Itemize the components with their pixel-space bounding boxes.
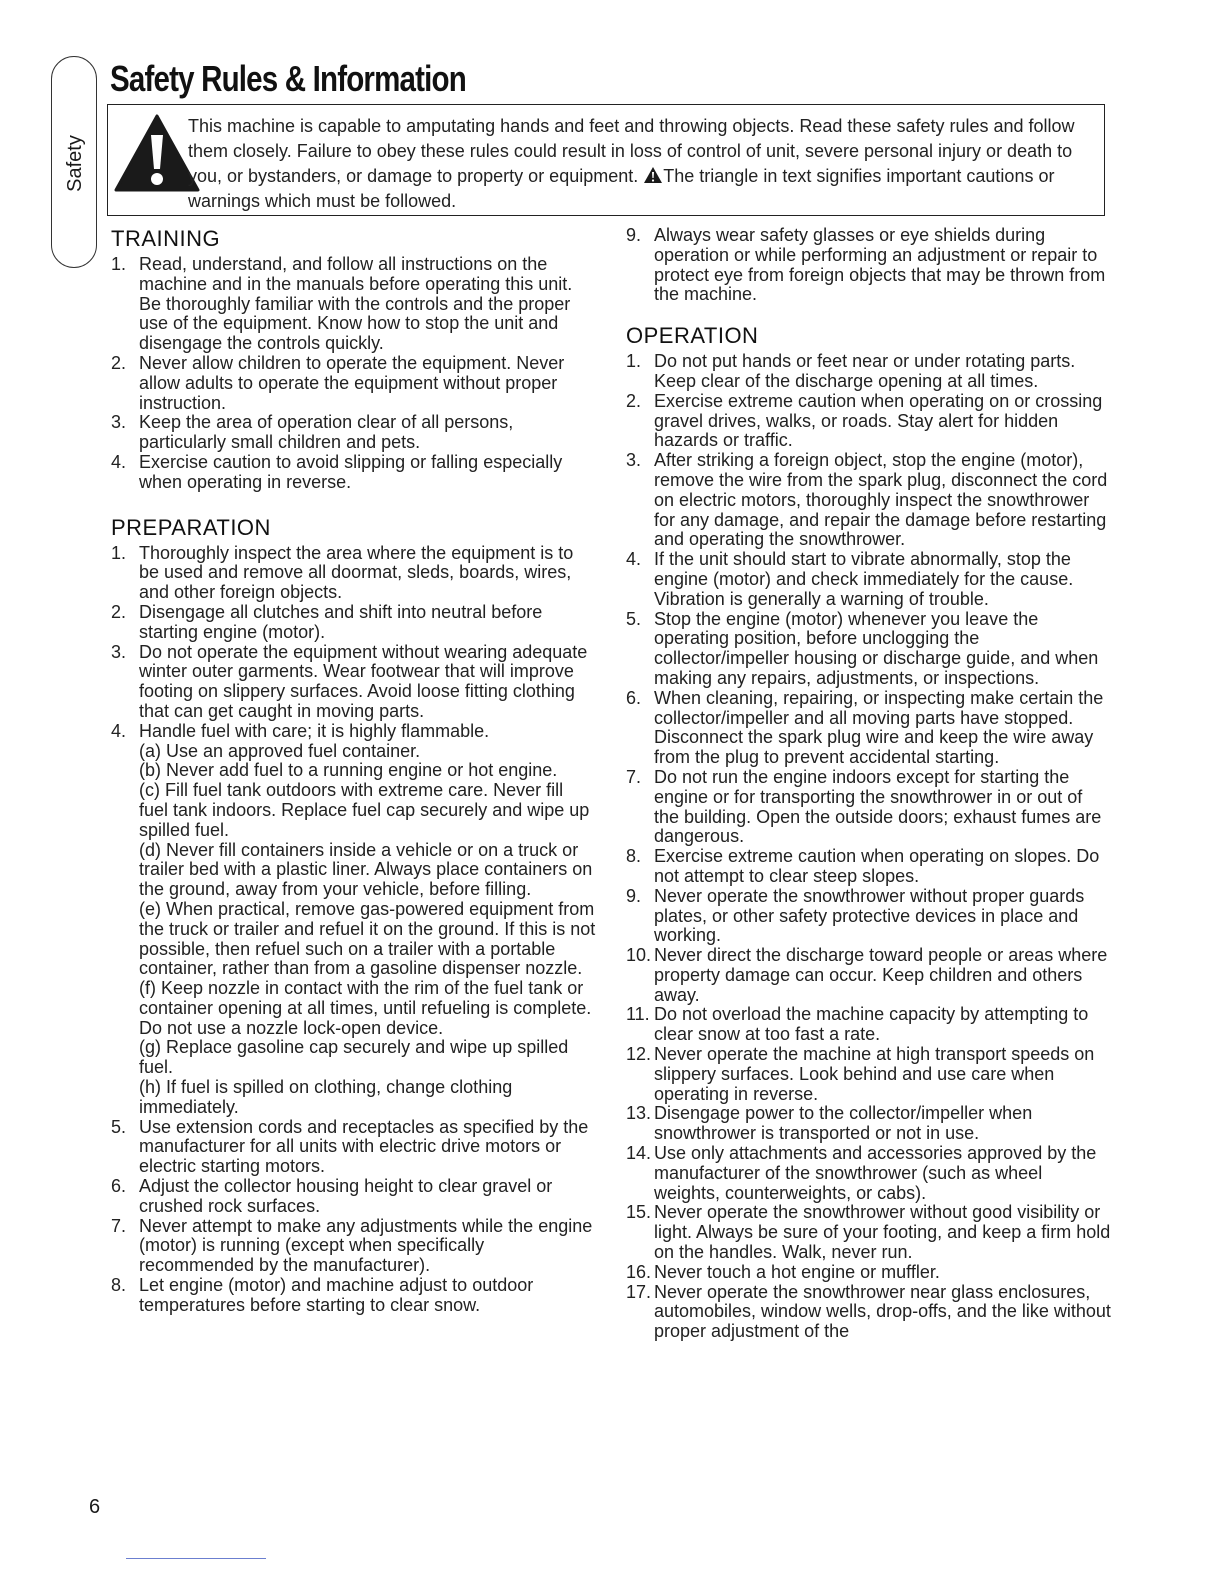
list-item: 13. Disengage power to the collector/impeller when snowthrower is transported or not in use. (626, 1103, 1033, 1144)
list-item: 15. Never operate the snowthrower without good visibility or light. Always be sure of your footing, and keep a firm hold on the handles. Walk, never run. (626, 1202, 1111, 1263)
list-item: 2. Disengage all clutches and shift into neutral before starting engine (motor). (111, 601, 543, 642)
list-item: 9. Always wear safety glasses or eye shields during operation or while performing an adjustment or repair to protect eye from foreign objects that may be thrown from the machine. (626, 225, 1106, 305)
warning-text-main: This machine is capable to amputating hands and feet and throwing objects. Read these safety rules and follow them closely. Failure to obey these rules could result in loss of control of unit, severe personal injury or death to you, or bystanders, or damage to property or equipment. (188, 116, 1075, 186)
list-item: 6. Adjust the collector housing height to clear gravel or crushed rock surfaces. (111, 1176, 553, 1216)
list-item: 4. Exercise caution to avoid slipping or falling especially when operating in reverse. (111, 451, 563, 492)
list-item: 2. Never allow children to operate the equipment. Never allow adults to operate the equipment without proper instruction. (111, 352, 565, 413)
list-item: 3. Keep the area of operation clear of all persons, particularly small children and pets. (111, 412, 514, 453)
sub-item: (e) When practical, remove gas-powered equipment from the truck or trailer and refuel it on the ground. If this is not possible, then refuel such on a trailer with a portable container, rather than from a gasoline dispenser nozzle. (139, 898, 596, 979)
sub-item: (h) If fuel is spilled on clothing, change clothing immediately. (139, 1077, 513, 1117)
preparation-heading: PREPARATION (111, 514, 271, 540)
training-list (111, 255, 596, 493)
preparation-list (111, 544, 596, 1316)
training-list-continued (626, 226, 1111, 305)
list-item: 1. Do not put hands or feet near or under rotating parts. Keep clear of the discharge opening at all times. (626, 351, 1076, 391)
inline-warning-triangle-icon (643, 166, 663, 184)
list-item: 9. Never operate the snowthrower without proper guards plates, or other safety protective devices in place and working. (626, 885, 1085, 946)
warning-text (188, 114, 1093, 214)
list-item: 11. Do not overload the machine capacity by attempting to clear snow at too fast a rate. (626, 1004, 1089, 1045)
list-item: 3. Do not operate the equipment without wearing adequate winter outer garments. Wear footwear that will improve footing on slippery surfaces. Avoid loose fitting clothing that can get caught in moving parts. (111, 641, 588, 721)
list-item: 12. Never operate the machine at high transport speeds on slippery surfaces. Look behind and use care when operating in reverse. (626, 1044, 1095, 1104)
footer-rule (126, 1558, 266, 1559)
page-number: 6 (89, 1496, 101, 1518)
list-item: 10. Never direct the discharge toward people or areas where property damage can occur. Keep children and others away. (626, 945, 1108, 1005)
sub-item: (f) Keep nozzle in contact with the rim of the fuel tank or container opening at all times, until refueling is complete. Do not use a nozzle lock-open device. (139, 978, 592, 1038)
list-item: 14. Use only attachments and accessories approved by the manufacturer of the snowthrower (such as wheel weights, counterweights, or cabs). (626, 1143, 1097, 1203)
list-item: 7. Do not run the engine indoors except for starting the engine or for transporting the snowthrower in or out of the building. Open the outside doors; exhaust fumes are dangerous. (626, 766, 1102, 847)
list-item: 16. Never touch a hot engine or muffler. (626, 1261, 940, 1282)
list-item: 6. When cleaning, repairing, or inspecting make certain the collector/impeller and all moving parts have stopped. Disconnect the spark plug wire and keep the wire away from the plug to prevent accidental starting. (626, 687, 1104, 768)
list-item: 4. If the unit should start to vibrate abnormally, stop the engine (motor) and check immediately for the cause. Vibration is generally a warning of trouble. (626, 549, 1074, 609)
sub-item: (a) Use an approved fuel container. (139, 740, 421, 761)
section-tab (51, 56, 97, 268)
list-item: 3. After striking a foreign object, stop the engine (motor), remove the wire from the spark plug, disconnect the cord on electric motors, thoroughly inspect the snowthrower for any damage, and repair the damage before restarting and operating the snowthrower. (626, 450, 1108, 550)
list-item: 1. Read, understand, and follow all instructions on the machine and in the manuals before operating this unit. Be thoroughly familiar with the controls and the proper use of the equipment. Know how to stop the unit and disengage the controls quickly. (111, 254, 573, 354)
left-column (111, 226, 596, 1316)
list-item: 4. Handle fuel with care; it is highly flammable. (a) Use an approved fuel container. (b) Never add fuel to a running engine or hot engine. (c) Fill fuel tank outdoors with extreme care. Never fill fuel tank indoors. Replace fuel cap securely and wipe up spilled fuel. (d) Never fill containers inside a vehicle or on a truck or trailer bed with a plastic liner. Always place containers on the ground, away from your vehicle, before filling. (e) When practical, remove gas-powered equipment from the truck or trailer and refuel it on the ground. If this is not possible, then refuel such on a trailer with a portable container, rather than from a gasoline dispenser nozzle. (f) Keep nozzle in contact with the rim of the fuel tank or container opening at all times, until refueling is complete. Do not use a nozzle lock-open device. (g) Replace gasoline cap securely and wipe up spilled fuel. (h) If fuel is spilled on clothing, change clothing immediately. (111, 720, 596, 1117)
list-item: 5. Use extension cords and receptacles as specified by the manufacturer for all units with electric drive motors or electric starting motors. (111, 1116, 589, 1177)
page-title: Safety Rules & Information (110, 58, 466, 99)
right-column (626, 226, 1111, 1342)
operation-heading: OPERATION (626, 323, 759, 349)
list-item: 5. Stop the engine (motor) whenever you leave the operating position, before unclogging the collector/impeller housing or discharge guide, and when making any repairs, adjustments, or inspections. (626, 608, 1099, 688)
section-tab-label: Safety (63, 134, 86, 192)
training-heading: TRAINING (111, 226, 221, 251)
warning-text-triangle-note: The triangle in text signifies important cautions or warnings which must be followed. (188, 166, 1055, 211)
sub-item: (d) Never fill containers inside a vehicle or on a truck or trailer bed with a plastic liner. Always place containers on the ground, away from your vehicle, before filling. (139, 839, 593, 900)
list-item: 2. Exercise extreme caution when operating on or crossing gravel drives, walks, or roads. Stay alert for hidden hazards or traffic. (626, 390, 1103, 451)
list-item: 8. Let engine (motor) and machine adjust to outdoor temperatures before starting to clear snow. (111, 1275, 534, 1315)
list-item: 1. Thoroughly inspect the area where the equipment is to be used and remove all doormat, sleds, boards, wires, and other foreign objects. (111, 542, 574, 603)
operation-list (626, 352, 1111, 1342)
safety-warning-box (107, 104, 1105, 216)
sub-item: (c) Fill fuel tank outdoors with extreme care. Never fill fuel tank indoors. Replace fuel cap securely and wipe up spilled fuel. (139, 780, 590, 840)
list-item: 8. Exercise extreme caution when operating on slopes. Do not attempt to clear steep slopes. (626, 846, 1100, 886)
sub-item: (g) Replace gasoline cap securely and wipe up spilled fuel. (139, 1037, 569, 1078)
list-item: 7. Never attempt to make any adjustments while the engine (motor) is running (except when specifically recommended by the manufacturer). (111, 1215, 593, 1276)
sub-item: (b) Never add fuel to a running engine or hot engine. (139, 760, 558, 781)
list-item: 17. Never operate the snowthrower near glass enclosures, automobiles, window wells, drop-offs, and the like without proper adjustment of the (626, 1281, 1111, 1342)
